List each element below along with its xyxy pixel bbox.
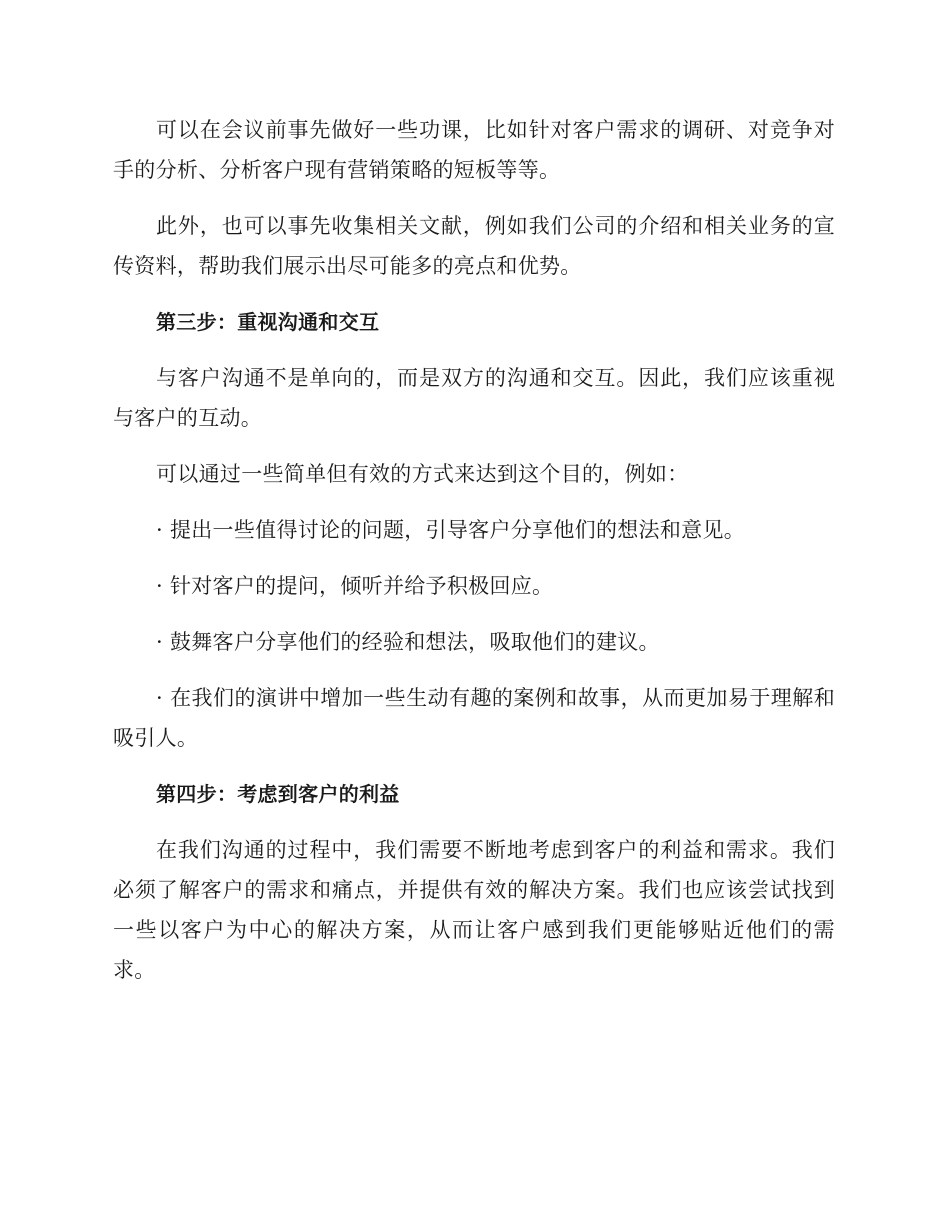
bullet-item-2: · 针对客户的提问，倾听并给予积极回应。 <box>156 574 554 598</box>
heading-step-4: 第四步：考虑到客户的利益 <box>156 782 400 806</box>
bullet-item-1: · 提出一些值得讨论的问题，引导客户分享他们的想法和意见。 <box>156 518 746 542</box>
paragraph-step4-body: 在我们沟通的过程中，我们需要不断地考虑到客户的利益和需求。我们必须了解客户的需求和痛点，并提供有效的解决方案。我们也应该尝试找到一些以客户为中心的解决方案，从而让客户感到我们更能够贴近他们的需求。 <box>113 838 835 982</box>
heading-step-3: 第三步：重视沟通和交互 <box>156 310 380 334</box>
document-body <box>113 110 835 990</box>
bullet-item-4: · 在我们的演讲中增加一些生动有趣的案例和故事，从而更加易于理解和吸引人。 <box>113 686 835 750</box>
paragraph-materials: 此外，也可以事先收集相关文献，例如我们公司的介绍和相关业务的宣传资料，帮助我们展示出尽可能多的亮点和优势。 <box>113 214 835 278</box>
bullet-item-3: · 鼓舞客户分享他们的经验和想法，吸取他们的建议。 <box>156 630 660 654</box>
paragraph-preparation: 可以在会议前事先做好一些功课，比如针对客户需求的调研、对竞争对手的分析、分析客户现有营销策略的短板等等。 <box>113 118 835 182</box>
paragraph-step3-intro: 与客户沟通不是单向的，而是双方的沟通和交互。因此，我们应该重视与客户的互动。 <box>113 366 835 430</box>
paragraph-step3-lead: 可以通过一些简单但有效的方式来达到这个目的，例如： <box>156 462 689 486</box>
